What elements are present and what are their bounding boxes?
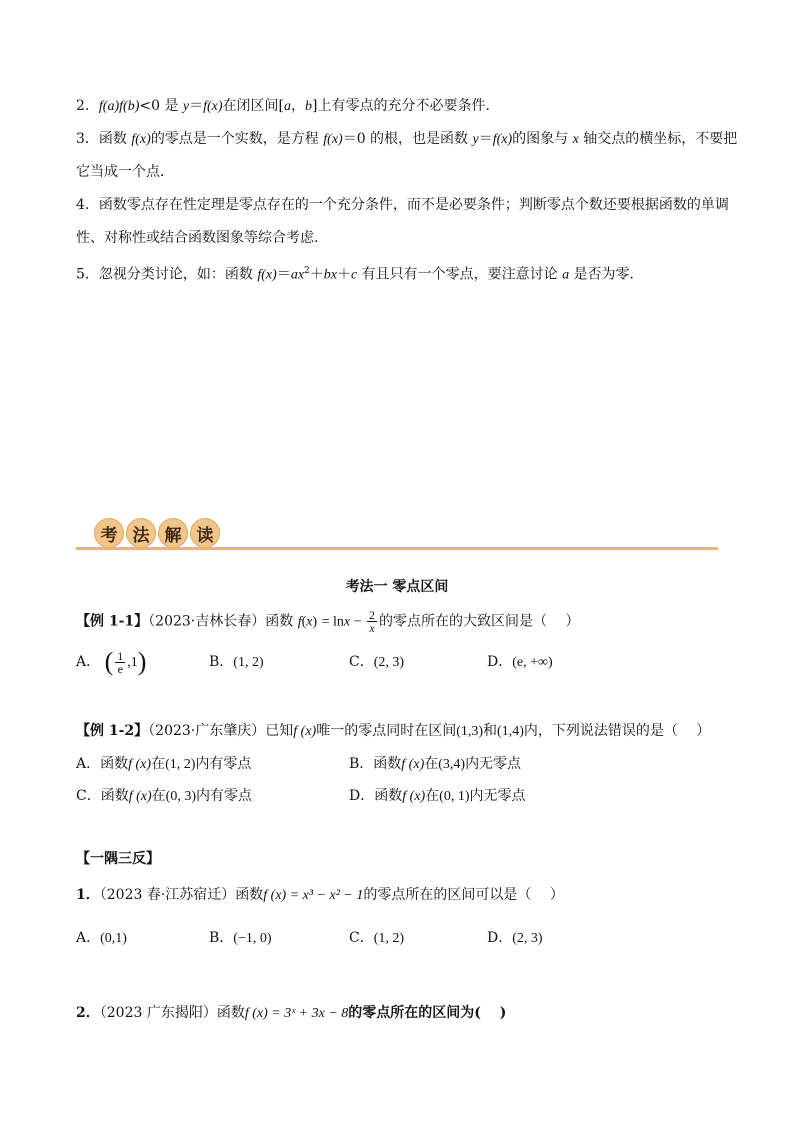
example-text: 的零点所在的大致区间是（ ） (379, 613, 580, 630)
fraction-denominator: x (369, 621, 375, 635)
math-expr: f (x) = 3ˣ + 3x − 8 (244, 1006, 349, 1021)
option-text: 在 (151, 756, 166, 772)
fraction-numerator: 2 (369, 608, 376, 622)
note-number: 5． (76, 266, 99, 283)
example-text: 和 (483, 723, 498, 739)
section-header (76, 512, 718, 554)
option-label: B． (209, 654, 234, 670)
option-label: A． (76, 930, 101, 946)
note-text: 的图象与 (512, 131, 573, 147)
option-label: C． (76, 788, 101, 804)
interval: (1,4) (497, 724, 524, 739)
question-number: 2． (76, 1005, 100, 1021)
interval: (0, 1) (439, 789, 470, 804)
example-tag: 【例 1-2】 (76, 723, 149, 739)
option-d[interactable] (487, 929, 543, 948)
math-expr: f (x) (128, 757, 152, 772)
note-text: ， (291, 98, 306, 114)
example-source: （2023·吉林长春）函数 (148, 613, 294, 630)
note-text: ＝ (276, 266, 291, 283)
section-header-char: 解 (158, 518, 188, 548)
math-expr: x (572, 132, 579, 147)
math-expr: f (x) (128, 789, 152, 804)
math-expr: f (x) (401, 757, 425, 772)
interval: (3,4) (438, 757, 466, 772)
math-expr: y (472, 132, 479, 147)
note-number: 3． (76, 131, 99, 147)
option-value: (2, 3) (512, 931, 543, 946)
section-header-divider (76, 547, 718, 550)
option-text: 内无零点 (465, 756, 522, 772)
example-text: （2023·广东肇庆）已知 (148, 723, 294, 739)
fraction (367, 609, 377, 634)
math-expr: f(x) (257, 267, 277, 283)
question-text: （2023 春·江苏宿迁）函数 (99, 887, 264, 903)
section-header-char: 考 (94, 518, 124, 548)
note-text: 在闭区间[ (222, 98, 285, 114)
option-c[interactable] (349, 929, 404, 948)
note-5 (76, 262, 644, 285)
note-3-line-1 (76, 130, 737, 149)
option-value: ,1 (127, 655, 138, 670)
note-text: 有且只有一个零点，要注意讨论 (357, 266, 563, 283)
math-expr: y (182, 99, 190, 114)
math-exponent: 2 (304, 266, 310, 276)
option-label: B． (209, 930, 234, 946)
option-label: A． (76, 654, 101, 670)
math-expr: f(x) (323, 132, 343, 147)
math-expr: a (562, 267, 570, 283)
note-text: 的零点是一个实数，是方程 (150, 131, 324, 147)
note-number: 2． (76, 98, 99, 114)
math-expr: f (x) (402, 789, 426, 804)
example-text: 唯一的零点同时在区间 (316, 723, 457, 739)
option-a[interactable] (76, 755, 251, 774)
method-title: 考法一 零点区间 (345, 579, 449, 595)
practice-question-2 (76, 1004, 506, 1023)
option-b[interactable] (209, 653, 264, 672)
math-expr: f (297, 614, 302, 630)
note-text: 忽视分类讨论，如：函数 (98, 266, 258, 283)
note-text: ]上有零点的充分不必要条件． (312, 98, 500, 114)
option-label: A． (76, 756, 101, 772)
math-expr: ax (290, 267, 305, 283)
option-text: 函数 (373, 756, 402, 772)
option-b[interactable] (349, 755, 521, 774)
math-expr: b (305, 99, 313, 114)
option-text: 在 (424, 756, 439, 772)
interval: (1, 2) (165, 757, 196, 772)
practice-question-1 (76, 886, 564, 905)
fraction-denominator: e (117, 661, 123, 676)
option-label: C． (349, 654, 374, 670)
option-text: 在 (425, 788, 440, 804)
note-text: <0 是 (139, 98, 183, 114)
math-expr: f (x) = x³ − x² − 1 (263, 888, 364, 903)
note-3-line-2: 它当成一个点． (76, 164, 174, 180)
question-text: （2023 广东揭阳）函数 (99, 1005, 245, 1021)
option-text: 在 (151, 788, 166, 804)
math-expr: f(x) (492, 132, 513, 147)
question-number: 1． (76, 887, 100, 903)
note-text: 轴交点的横坐标，不要把 (578, 131, 738, 147)
interval: (1,3) (456, 724, 484, 739)
math-expr: bx (323, 267, 337, 283)
option-label: D． (487, 930, 513, 946)
fraction-numerator: 1 (117, 648, 124, 663)
example-tag: 【例 1-1】 (76, 613, 149, 630)
option-value: (1, 2) (373, 931, 405, 946)
option-value: (−1, 0) (233, 931, 272, 946)
option-b[interactable] (209, 929, 272, 948)
option-c[interactable] (349, 653, 404, 672)
math-expr: f(x) (131, 132, 151, 147)
option-label: D． (487, 654, 513, 670)
interval: (0, 3) (165, 789, 196, 804)
option-value: (0,1) (100, 931, 127, 946)
option-value: (2, 3) (373, 655, 405, 670)
math-expr: f (x) (293, 724, 317, 739)
option-d[interactable] (487, 653, 553, 672)
note-text: ＋ (309, 266, 324, 283)
example-1-1: 【例 1-1】（2023·吉林长春）函数 f(x) = lnx − $\frac{2}{x}$ 的零点所在的大致区间是（ ） (76, 608, 580, 635)
note-text: ＋ (336, 266, 351, 283)
section-header-char: 读 (190, 518, 220, 548)
option-text: 内无零点 (469, 788, 526, 804)
note-4-line-2: 性、对称性或结合函数图象等综合考虑． (76, 230, 328, 246)
math-expr: x (343, 614, 351, 630)
option-label: D． (349, 788, 375, 804)
question-text: 的零点所在的区间为( ) (348, 1005, 507, 1021)
option-value: (e, +∞) (512, 655, 553, 670)
example-1-2 (76, 722, 710, 741)
math-expr: f(x) (203, 99, 223, 114)
option-text: 函数 (100, 788, 129, 804)
note-text: 函数 (98, 131, 132, 147)
option-text: 函数 (100, 756, 129, 772)
option-a[interactable]: A． ( $\frac{1}{e}$ ,1) (76, 647, 147, 676)
option-text: 内有零点 (195, 788, 252, 804)
math-expr: f(a)f(b) (98, 99, 140, 114)
option-label: B． (349, 756, 374, 772)
fraction (115, 650, 125, 675)
math-expr: c (350, 267, 358, 283)
question-text: 的零点所在的区间可以是（ ） (363, 887, 564, 903)
example-text: 内，下列说法错误的是（ ） (523, 723, 711, 739)
practice-title: 【一隅三反】 (76, 851, 160, 867)
note-4-line-1: 4．函数零点存在性定理是零点存在的一个充分条件，而不是必要条件；判断零点个数还要根据函数的单调 (76, 197, 729, 213)
note-text: 是否为零． (569, 266, 644, 283)
option-value: (1, 2) (233, 655, 264, 670)
option-a[interactable] (76, 929, 127, 948)
option-text: 内有零点 (195, 756, 252, 772)
note-text: ＝ (478, 131, 493, 147)
option-d[interactable] (349, 787, 526, 806)
math-expr: − (350, 614, 366, 630)
note-2 (76, 97, 500, 116)
math-expr: = ln (321, 614, 344, 630)
note-text: ＝0 的根，也是函数 (342, 131, 473, 147)
option-label: C． (349, 930, 374, 946)
option-text: 函数 (374, 788, 403, 804)
note-text: ＝ (189, 98, 204, 114)
math-expr: x (306, 614, 313, 630)
section-header-char: 法 (126, 518, 156, 548)
math-expr: a (284, 99, 292, 114)
option-c[interactable] (76, 787, 252, 806)
